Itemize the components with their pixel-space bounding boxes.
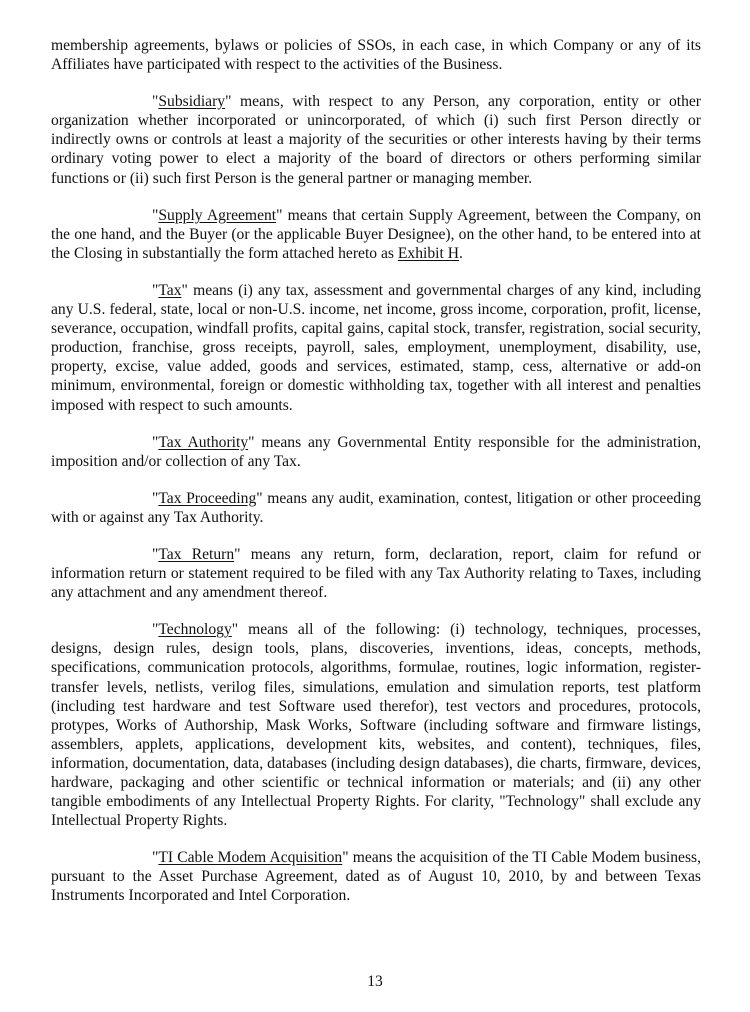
- open-quote: ": [152, 849, 159, 867]
- close-quote: ": [248, 433, 255, 451]
- close-quote: ": [231, 621, 239, 639]
- open-quote: ": [152, 489, 159, 507]
- definition-body: means, with respect to any Person, any corporation, entity or other organization whether incorporated or unincorporated, of which (i) such first Person directly or indirectly owns or controls at least a majority of the securities or other interests having by their terms ordinary voting power to elect a majority of the board of directors or others performing similar functions or (ii) such first Person is the general partner or managing member.: [51, 93, 701, 187]
- open-quote: ": [152, 433, 159, 451]
- exhibit-reference: Exhibit H: [397, 244, 459, 262]
- defined-term: TI Cable Modem Acquisition: [158, 849, 343, 867]
- definition-body: means any audit, examination, contest, litigation or other proceeding with or against any Tax Authority.: [51, 489, 701, 526]
- page-number: 13: [367, 973, 383, 990]
- defined-term: Subsidiary: [158, 93, 226, 111]
- defined-term: Tax Return: [158, 545, 235, 563]
- definition-body: means (i) any tax, assessment and governmental charges of any kind, including any U.S. federal, state, local or non-U.S. income, net income, gross income, corporation, profit, license, severance, occupation, windfall profits, capital gains, capital stock, transfer, registration, social security, production, franchise, gross receipts, payroll, sales, employment, unemployment, disability, use, property, excise, value added, goods and services, estimated, stamp, cess, alternative or add-on minimum, environmental, foreign or domestic withholding tax, together with all interest and penalties imposed with respect to such amounts.: [51, 281, 701, 414]
- open-quote: ": [152, 281, 159, 299]
- open-quote: ": [152, 206, 159, 224]
- defined-term: Technology: [158, 621, 232, 639]
- close-quote: ": [276, 206, 283, 224]
- definition-ti-cable-modem-acquisition: [51, 848, 701, 905]
- open-quote: ": [152, 93, 159, 111]
- definition-subsidiary: [51, 92, 701, 187]
- close-quote: ": [234, 545, 241, 563]
- defined-term: Tax: [158, 281, 182, 299]
- definition-tail: .: [458, 244, 463, 262]
- close-quote: ": [256, 489, 263, 507]
- close-quote: ": [342, 849, 349, 867]
- document-page: [51, 36, 701, 924]
- definition-body: means all of the following: (i) technology, techniques, processes, designs, design rules, design tools, plans, discoveries, inventions, ideas, concepts, methods, specifications, communication protocols, algorithms, formulae, routines, logic information, register-transfer levels, netlists, verilog files, simulations, emulation and simulation reports, test platform (including test hardware and test Software used therefor), test vectors and procedures, protocols, protypes, Works of Authorship, Mask Works, Software (including software and firmware listings, assemblers, applets, applications, development kits, websites, and content), techniques, files, information, documentation, data, databases (including design databases), die charts, firmware, devices, hardware, packaging and other scientific or technical information or materials; and (ii) any other tangible embodiments of any Intellectual Property Rights. For clarity, "Technology" shall exclude any Intellectual Property Rights.: [51, 621, 701, 830]
- open-quote: ": [152, 545, 159, 563]
- defined-term: Tax Proceeding: [158, 489, 257, 507]
- definition-supply-agreement: [51, 206, 701, 263]
- definition-technology: [51, 620, 701, 830]
- definition-body: means any Governmental Entity responsible for the administration, imposition and/or collection of any Tax.: [51, 433, 701, 470]
- definition-tax: [51, 281, 701, 415]
- definition-body: means that certain Supply Agreement, between the Company, on the one hand, and the Buyer (or the applicable Buyer Designee), on the other hand, to be entered into at the Closing in substantially the form attached hereto as: [51, 206, 701, 262]
- definition-body: means any return, form, declaration, report, claim for refund or information return or statement required to be filed with any Tax Authority relating to Taxes, including any attachment and any amendment thereof.: [51, 545, 701, 602]
- close-quote: ": [225, 93, 232, 111]
- definition-body: means the acquisition of the TI Cable Modem business, pursuant to the Asset Purchase Agreement, dated as of August 10, 2010, by and between Texas Instruments Incorporated and Intel Corporation.: [51, 849, 701, 905]
- defined-term: Supply Agreement: [158, 206, 277, 224]
- open-quote: ": [152, 621, 159, 639]
- close-quote: ": [181, 281, 188, 299]
- definition-tax-return: [51, 545, 701, 602]
- definition-tax-authority: [51, 433, 701, 471]
- continuation-paragraph: membership agreements, bylaws or policies of SSOs, in each case, in which Company or any of its Affiliates have participated with respect to the activities of the Business.: [51, 37, 701, 74]
- definition-tax-proceeding: [51, 489, 701, 527]
- defined-term: Tax Authority: [158, 433, 249, 451]
